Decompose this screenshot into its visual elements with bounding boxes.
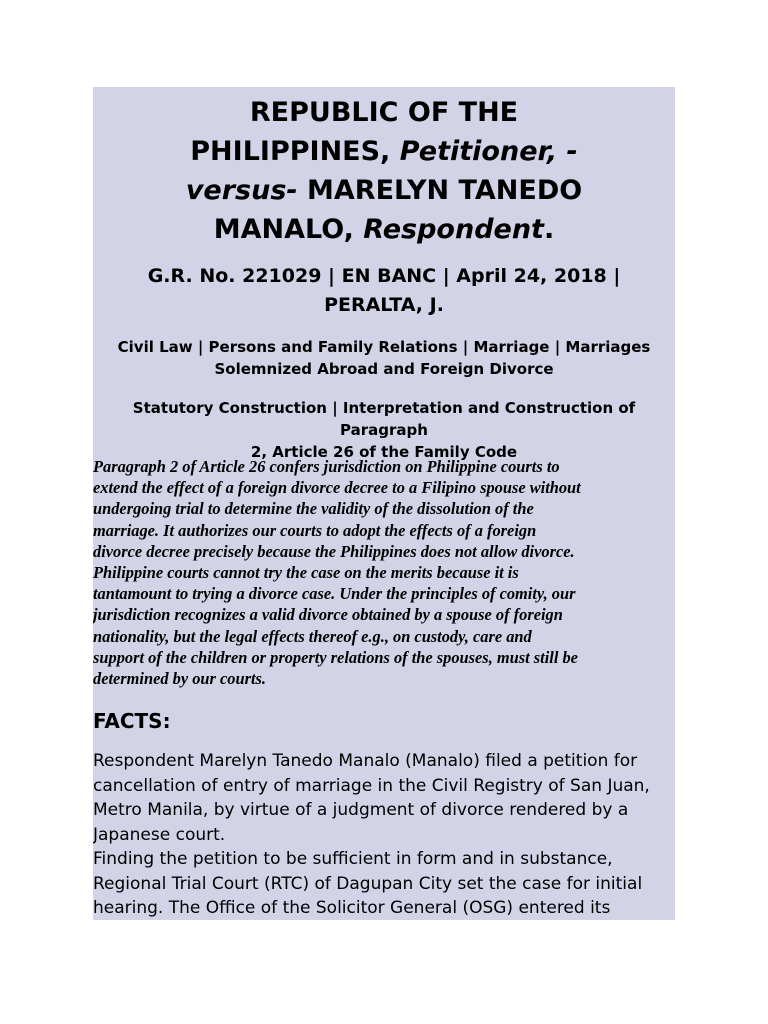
facts-line: Respondent Marelyn Tanedo Manalo (Manalo) filed a petition for — [93, 751, 638, 771]
title-petitioner-role: Petitioner, - — [399, 136, 578, 167]
title-respondent-role: Respondent — [363, 214, 544, 245]
facts-body — [93, 749, 675, 920]
doctrine-line: tantamount to trying a divorce case. Under the principles of comity, our — [93, 584, 576, 604]
subject-line: 2, Article 26 of the Family Code — [250, 443, 518, 461]
facts-line: Regional Trial Court (RTC) of Dagupan City set the case for initial — [93, 873, 643, 894]
title-line-4 — [93, 210, 675, 249]
subject-line: Solemnized Abroad and Foreign Divorce — [214, 360, 554, 378]
subject-line: Civil Law | Persons and Family Relations | Marriage | Marriages — [117, 338, 651, 356]
case-info-line-1: G.R. No. 221029 | EN BANC | April 24, 2018 | — [147, 265, 621, 287]
case-info-line-2: PERALTA, J. — [324, 294, 444, 316]
case-title — [93, 93, 675, 249]
doctrine-line: divorce decree precisely because the Philippines does not allow divorce. — [93, 541, 575, 561]
doctrine-line: nationality, but the legal effects thereof e.g., on custody, care and — [93, 626, 532, 646]
subject-heading-civil-law — [93, 336, 675, 380]
doctrine-line: extend the effect of a foreign divorce decree to a Filipino spouse without — [93, 478, 581, 498]
document-panel — [93, 87, 675, 920]
facts-line: Finding the petition to be sufficient in form and in substance, — [93, 849, 613, 869]
title-line-3 — [93, 171, 675, 210]
case-info — [93, 262, 675, 320]
title-respondent-name-part: MARELYN TANEDO — [297, 175, 583, 206]
doctrine-line: support of the children or property relations of the spouses, must still be — [93, 647, 578, 667]
facts-line: hearing. The Office of the Solicitor General (OSG) entered its — [93, 898, 611, 918]
title-versus: versus- — [185, 175, 298, 206]
doctrine-line: undergoing trial to determine the validity of the dissolution of the — [93, 499, 534, 519]
subject-heading-statutory-construction — [93, 397, 675, 463]
title-petitioner-name: PHILIPPINES, — [190, 136, 400, 167]
facts-line: Metro Manila, by virtue of a judgment of divorce rendered by a — [93, 800, 629, 820]
facts-line: cancellation of entry of marriage in the Civil Registry of San Juan, — [93, 775, 650, 796]
doctrine-paragraph — [93, 456, 675, 689]
title-line-2 — [93, 132, 675, 171]
title-respondent-surname: MANALO, — [213, 214, 364, 245]
doctrine-line: Paragraph 2 of Article 26 confers jurisdiction on Philippine courts to — [93, 457, 560, 476]
doctrine-line: jurisdiction recognizes a valid divorce obtained by a spouse of foreign — [93, 605, 563, 625]
facts-heading: FACTS: — [93, 709, 171, 733]
doctrine-line: Philippine courts cannot try the case on the merits because it is — [93, 563, 519, 583]
doctrine-line: determined by our courts. — [93, 669, 267, 689]
title-line-1: REPUBLIC OF THE — [249, 97, 519, 128]
subject-line: Statutory Construction | Interpretation and Construction of Paragraph — [132, 399, 636, 439]
facts-line: Japanese court. — [93, 824, 226, 845]
doctrine-line: marriage. It authorizes our courts to adopt the effects of a foreign — [93, 520, 537, 540]
title-period: . — [543, 214, 555, 245]
